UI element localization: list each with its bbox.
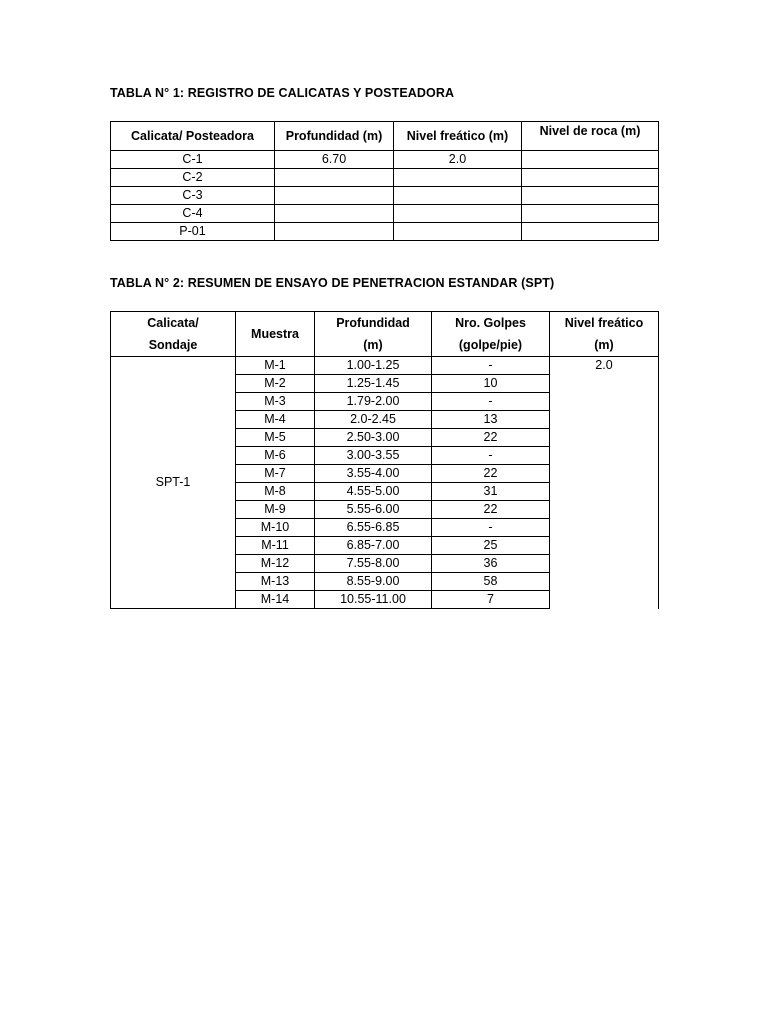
header-golpes-line1: Nro. Golpes [455, 316, 526, 330]
header-calicata-line2: Sondaje [148, 338, 198, 352]
table-row [111, 205, 659, 223]
header-nivel-roca: Nivel de roca (m) [522, 122, 659, 151]
cell-profundidad: 3.55-4.00 [315, 465, 432, 483]
cell-muestra: M-11 [236, 537, 315, 555]
cell-profundidad: 2.50-3.00 [315, 429, 432, 447]
cell-golpes: 25 [432, 537, 550, 555]
header-nivel-line2: (m) [594, 338, 614, 352]
header-profundidad [315, 312, 432, 357]
header-profundidad-line2: (m) [363, 338, 383, 352]
cell-golpes: 22 [432, 501, 550, 519]
cell-profundidad: 6.70 [275, 151, 394, 169]
cell-nivel-roca [522, 223, 659, 241]
cell-muestra: M-9 [236, 501, 315, 519]
cell-golpes: 36 [432, 555, 550, 573]
header-calicata-posteadora: Calicata/ Posteadora [111, 122, 275, 151]
cell-golpes: 7 [432, 591, 550, 609]
table-row [111, 151, 659, 169]
cell-profundidad [275, 205, 394, 223]
cell-profundidad: 1.79-2.00 [315, 393, 432, 411]
header-nivel-line1: Nivel freático [564, 316, 644, 330]
header-nivel-freatico [550, 312, 659, 357]
cell-profundidad [275, 187, 394, 205]
cell-golpes: 31 [432, 483, 550, 501]
header-profundidad: Profundidad (m) [275, 122, 394, 151]
cell-golpes: - [432, 357, 550, 375]
cell-muestra: M-5 [236, 429, 315, 447]
cell-golpes: 13 [432, 411, 550, 429]
cell-nivel-freatico: 2.0 [550, 357, 659, 609]
table-header-row [111, 122, 659, 151]
cell-muestra: M-13 [236, 573, 315, 591]
cell-profundidad: 6.85-7.00 [315, 537, 432, 555]
table-spt [110, 311, 659, 609]
header-calicata-sondaje [111, 312, 236, 357]
cell-profundidad: 8.55-9.00 [315, 573, 432, 591]
cell-profundidad: 3.00-3.55 [315, 447, 432, 465]
table-header-row [111, 312, 659, 357]
cell-profundidad [275, 169, 394, 187]
cell-muestra: M-6 [236, 447, 315, 465]
cell-profundidad: 1.25-1.45 [315, 375, 432, 393]
cell-profundidad: 5.55-6.00 [315, 501, 432, 519]
cell-muestra: M-10 [236, 519, 315, 537]
cell-calicata: P-01 [111, 223, 275, 241]
table-row [111, 169, 659, 187]
table-calicatas [110, 121, 659, 241]
cell-muestra: M-14 [236, 591, 315, 609]
cell-profundidad: 10.55-11.00 [315, 591, 432, 609]
header-calicata-line1: Calicata/ [147, 316, 199, 330]
table-row [111, 187, 659, 205]
cell-nivel-roca [522, 169, 659, 187]
cell-muestra: M-2 [236, 375, 315, 393]
cell-profundidad: 2.0-2.45 [315, 411, 432, 429]
cell-nivel-roca [522, 205, 659, 223]
cell-golpes: - [432, 447, 550, 465]
cell-nivel-roca [522, 151, 659, 169]
cell-calicata-sondaje: SPT-1 [111, 357, 236, 609]
cell-nivel-freatico: 2.0 [394, 151, 522, 169]
cell-golpes: - [432, 519, 550, 537]
table2-title: TABLA N° 2: RESUMEN DE ENSAYO DE PENETRACION ESTANDAR (SPT) [110, 276, 555, 290]
cell-golpes: 22 [432, 429, 550, 447]
cell-nivel-freatico [394, 187, 522, 205]
cell-muestra: M-3 [236, 393, 315, 411]
header-muestra: Muestra [236, 312, 315, 357]
cell-muestra: M-7 [236, 465, 315, 483]
cell-muestra: M-4 [236, 411, 315, 429]
cell-calicata: C-1 [111, 151, 275, 169]
cell-nivel-freatico [394, 223, 522, 241]
table-row [111, 357, 659, 375]
cell-nivel-freatico [394, 205, 522, 223]
header-golpes-line2: (golpe/pie) [458, 338, 523, 352]
table1-title: TABLA N° 1: REGISTRO DE CALICATAS Y POSTEADORA [110, 86, 455, 100]
cell-calicata: C-2 [111, 169, 275, 187]
cell-muestra: M-12 [236, 555, 315, 573]
cell-nivel-roca [522, 187, 659, 205]
cell-nivel-freatico [394, 169, 522, 187]
cell-profundidad: 1.00-1.25 [315, 357, 432, 375]
table-row [111, 223, 659, 241]
cell-muestra: M-8 [236, 483, 315, 501]
cell-golpes: - [432, 393, 550, 411]
cell-golpes: 10 [432, 375, 550, 393]
header-profundidad-line1: Profundidad [336, 316, 410, 330]
header-nivel-freatico: Nivel freático (m) [394, 122, 522, 151]
cell-profundidad: 6.55-6.85 [315, 519, 432, 537]
cell-golpes: 58 [432, 573, 550, 591]
cell-calicata: C-3 [111, 187, 275, 205]
cell-profundidad: 4.55-5.00 [315, 483, 432, 501]
header-nro-golpes [432, 312, 550, 357]
cell-calicata: C-4 [111, 205, 275, 223]
cell-profundidad [275, 223, 394, 241]
cell-golpes: 22 [432, 465, 550, 483]
cell-profundidad: 7.55-8.00 [315, 555, 432, 573]
cell-muestra: M-1 [236, 357, 315, 375]
